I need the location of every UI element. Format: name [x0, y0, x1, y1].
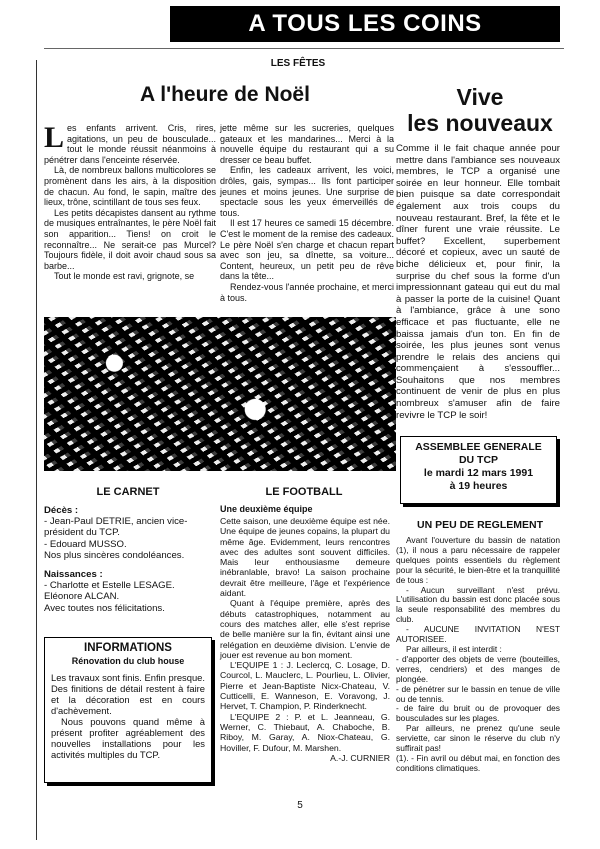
- section-banner: A TOUS LES COINS: [170, 6, 560, 42]
- section-label: LES FÊTES: [270, 58, 326, 69]
- article-title-nouveaux: [396, 84, 564, 136]
- paragraph: jette même sur les sucreries, quelques gateaux et les mandarines... Merci à la nouvelle équipe du restaurant qui a su dresser ce beau buffet.: [220, 123, 394, 165]
- assemblee-title: ASSEMBLEE GENERALE: [415, 441, 542, 453]
- paragraph: Tout le monde est ravi, grignote, se: [54, 271, 195, 282]
- assemblee-time: à 19 heures: [449, 480, 508, 492]
- title-line: les nouveaux: [407, 110, 553, 136]
- margin-rule: [36, 60, 37, 840]
- page-number: 5: [297, 800, 303, 811]
- paragraph: L'EQUIPE 2 : P. et L. Jeanneau, G. Werner, C. Thiebaut, A. Chaboche, B. Riboy, M. Garay, A. Niox-Chateau, G. Hoviller, F. Dufour, M. Marshen.: [220, 711, 390, 753]
- christmas-party-photo: [44, 317, 396, 471]
- rule: - de pénétrer sur le bassin en tenue de ville ou de tennis.: [396, 683, 560, 704]
- paragraph: Les petits décapistes dansent au rythme de musiques entraînantes, le père Noël fait son apparition... Tiens! on croit le reconnaître... Ne serait-ce pas Murcel? Toujours fidèle, il doit avoir chaud sous sa barbe...: [44, 207, 216, 271]
- football-body: [220, 516, 390, 763]
- paragraph: Là, de nombreux ballons multicolores se promènent dans les airs, à la disposition de chacun. Au fond, le sapin, maître des lieux, trône, scintillant de tous ses feux.: [44, 165, 216, 208]
- list-item: - Edouard MUSSO.: [44, 538, 127, 550]
- nouveaux-body: [396, 143, 560, 421]
- list-item: Eléonore ALCAN.: [44, 591, 120, 603]
- carnet-body: [44, 505, 212, 614]
- dropcap: L: [44, 121, 65, 154]
- paragraph: Nous pouvons quand même à présent profiter agréablement des nouvelles installations pour les activités multiples du TCP.: [51, 716, 205, 760]
- list-item: - Charlotte et Estelle LESAGE.: [44, 580, 175, 592]
- paragraph: Rendez-vous l'année prochaine, et merci à tous.: [220, 281, 394, 303]
- paragraph: Quant à l'équipe première, après des débuts catastrophiques, notamment au cours des matches aller, elle s'est reprise de belle manière sur la fin, évitant ainsi une relégation en deuxième division. L'envie de jouer est revenue au bon moment.: [220, 598, 390, 660]
- rule: - d'apporter des objets de verre (bouteilles, verres, cendriers) et des manges de plongée.: [396, 653, 560, 684]
- reglement-body: [396, 536, 560, 774]
- informations-title: INFORMATIONS: [84, 642, 172, 654]
- note: Avec toutes nos félicitations.: [44, 602, 165, 614]
- paragraph: L'EQUIPE 1 : J. Leclercq, C. Losage, D. Courcol, L. Mauclerc, L. Pourlieu, L. Olivier, Pierre et Jean-Baptiste Nicx-Chateau, V. Cutticelli, E. Wanneson, E. Voravong, J. Hervet, T. Champion, P. Rinderknecht.: [220, 660, 390, 712]
- noel-column-1: [44, 123, 216, 282]
- deces-label: Décès :: [44, 505, 79, 516]
- article-title-noel: A l'heure de Noël: [140, 83, 310, 106]
- assemblee-title: DU TCP: [458, 454, 499, 466]
- assemblee-date: le mardi 12 mars 1991: [423, 467, 534, 479]
- paragraph: Cette saison, une deuxième équipe est née. Une équipe de jeunes copains, la plupart du même âge. Evidemment, leurs rencontres avec des adultes sont souvent difficiles. Mais leur enthousiasme demeure inébranlable, bravo! La saison prochaine devrait être meilleure, l'âge et l'expérience aidant.: [220, 516, 390, 599]
- assemblee-box: [400, 436, 557, 504]
- paragraph: Il est 17 heures ce samedi 15 décembre. C'est le moment de la remise des cadeaux. Le père Noël s'en charge et chacun repart avec son jeu, sa dînette, sa voiture... Content, heureux, un petit peu de rêve dans la tête...: [220, 218, 394, 282]
- paragraph: Avant l'ouverture du bassin de natation (1), il nous a paru nécessaire de rappeler quelques points essentiels du règlement pour la sécurité, le bien-être et la tranquillité de tous :: [396, 535, 560, 585]
- divider: [44, 48, 564, 49]
- football-title: LE FOOTBALL: [265, 486, 343, 498]
- carnet-title: LE CARNET: [96, 486, 160, 498]
- naissances-label: Naissances :: [44, 569, 103, 581]
- informations-box: [44, 637, 212, 783]
- paragraph: Les travaux sont finis. Enfin presque. Des finitions de détail restent à faire et la décoration est en cours d'achèvement.: [51, 672, 205, 716]
- paragraph: Par ailleurs, il est interdit :: [406, 643, 502, 654]
- footnote: (1). - Fin avril ou début mai, en fonction des conditions climatiques.: [396, 752, 560, 773]
- paragraph: es enfants arrivent. Cris, rires, agitations, un peu de bousculade... tout le monde réussit néanmoins à pénétrer dans l'enceinte réservée.: [44, 123, 216, 165]
- rule: - de faire du bruit ou de provoquer des bousculades sur les plages.: [396, 703, 560, 724]
- football-subtitle: Une deuxième équipe: [220, 504, 313, 514]
- paragraph: Par ailleurs, ne prenez qu'une seule serviette, car sinon le réserve du club n'y suffirait pas!: [396, 723, 560, 754]
- rule: - AUCUNE INVITATION N'EST AUTORISEE.: [396, 624, 560, 645]
- informations-subtitle: Rénovation du club house: [71, 656, 185, 666]
- paragraph: Comme il le fait chaque année pour mettre dans l'ambiance ses nouveaux membres, le TCP a organisé une soirée en leur honneur. Elle tombait bien puisque sa date correspondait également aux trois coups du nouveau restaurant. Bref, la fête et le dîner furent une vraie réussite. Le buffet? Excellent, superbement décoré et copieux, avec un sauté de biche délicieux et, pour finir, la surprise du chef sous la forme d'un impressionnant gateau qui eut du mal à passer la porte de la cuisine! Quant à l'ambiance, grâce à une sono efficace et pas fluctuante, elle ne baissa jamais d'un ton. En fin de soirée, les plus jeunes sont venus prendre le relais des anciens qui commençaient à s'essouffler... Souhaitons que nos membres continuent de venir de plus en plus nombreux s'amuser afin de faire revivre le TCP le soir!: [396, 143, 560, 421]
- reglement-title: UN PEU DE REGLEMENT: [416, 519, 543, 531]
- note: Nos plus sincères condoléances.: [44, 549, 185, 561]
- signature: A.-J. CURNIER: [330, 752, 390, 763]
- title-line: Vive: [456, 84, 504, 110]
- paragraph: Enfin, les cadeaux arrivent, les voici, drôles, gais, sympas... Ils font participer jeunes et moins jeunes. Une surprise de spectacle sous les yeux émerveillés de tous.: [220, 165, 394, 218]
- noel-column-2: [220, 123, 394, 303]
- list-item: - Jean-Paul DETRIE, ancien vice-président du TCP.: [44, 516, 188, 539]
- rule: - Aucun surveillant n'est prévu. L'utilisation du bassin est donc placée sous la seule responsabilité des membres du club.: [396, 584, 560, 625]
